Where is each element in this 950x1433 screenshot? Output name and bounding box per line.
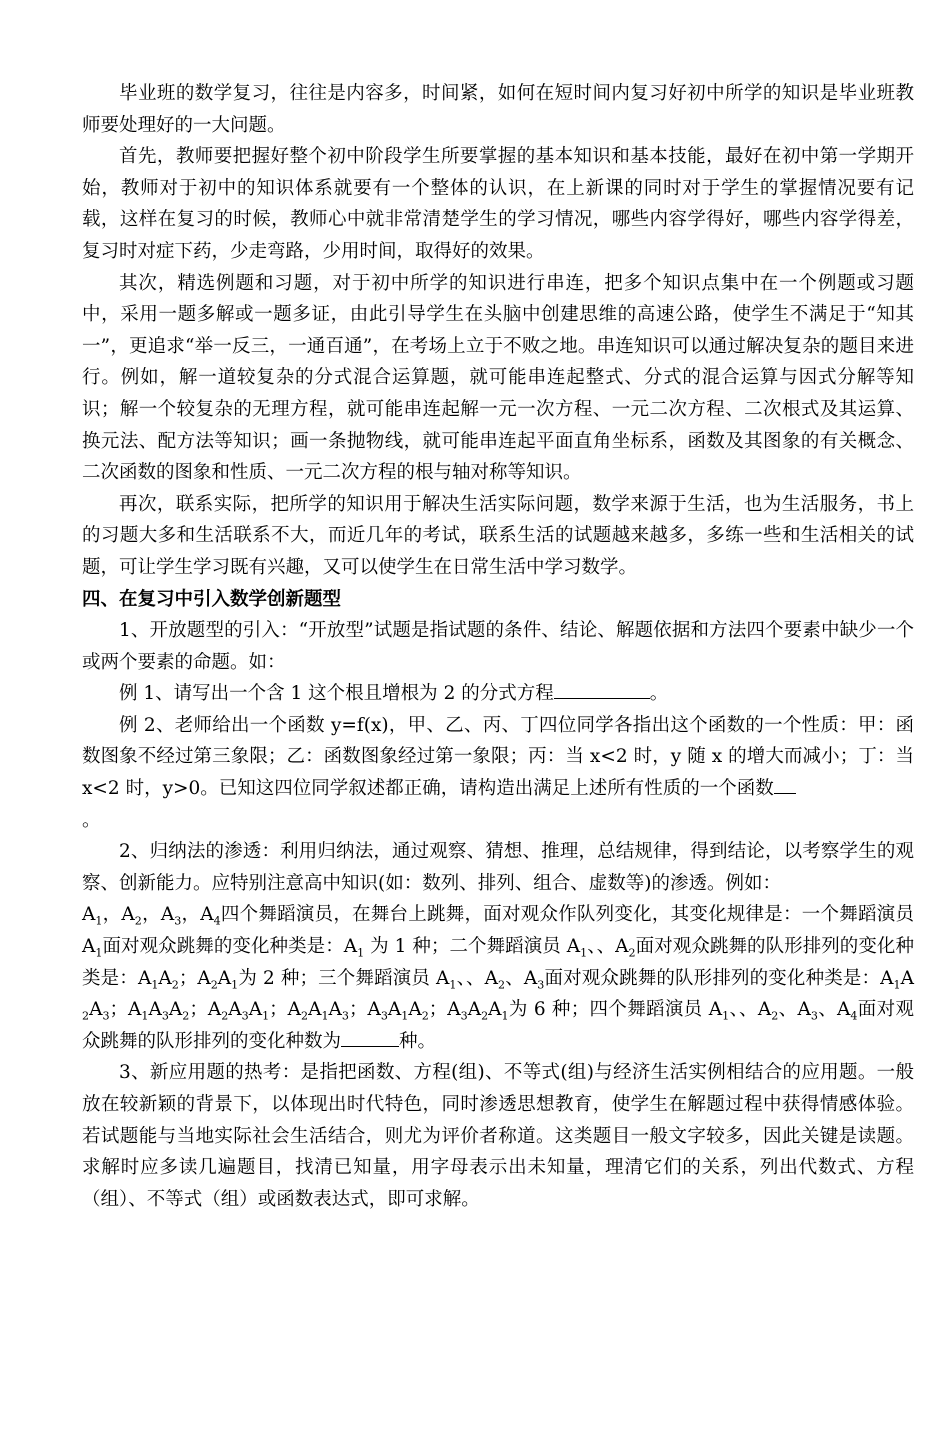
three-arrangements: $A_1A_2A_3$；$A_1A_3A_2$；$A_2A_3A_1$；$A_2A_1A_3$；$A_3A_1A_2$；$A_3A_2A_1$ [82,967,914,1023]
example-1-end: 。 [649,683,669,705]
one-arrangement: $A_1$ [343,936,365,960]
induction-text-f: 为 2 种；三个舞蹈演员 [238,967,437,989]
dancers-three: $A_1$、、$A_2$、$A_3$ [436,967,545,992]
document-body [82,78,914,1215]
induction-text-d: 为 1 种；二个舞蹈演员 [364,936,567,958]
induction-text-e: 面对观众跳舞的队形排列的变化种类是： [82,936,914,989]
example-1-text: 例 1、请写出一个含 1 这个根且增根为 2 的分式方程 [119,683,554,705]
section-open-questions: 1、开放题型的引入：“开放型”试题是指试题的条件、结论、解题依据和方法四个要素中缺少一个或两个要素的命题。如： [82,620,914,673]
answer-blank [774,775,796,795]
two-arrangements: $A_1A_2$；$A_2A_1$ [137,967,239,992]
paragraph-intro: 毕业班的数学复习，往往是内容多，时间紧，如何在短时间内复习好初中所学的知识是毕业班教师要处理好的一大问题。 [82,83,914,136]
paragraph-second: 其次，精选例题和习题，对于初中所学的知识进行串连，把多个知识点集中在一个例题或习题中，采用一题多解或一题多证，由此引导学生在头脑中创建思维的高速公路，使学生不满足于“知其一”，更追求“举一反三，一通百通”，在考场上立于不败之地。串连知识可以通过解决复杂的题目来进行。例如，解一道较复杂的分式混合运算题，就可能串连起整式、分式的混合运算与因式分解等知识；解一个较复杂的无理方程，就可能串连起解一元一次方程、一元二次方程、二次根式及其运算、换元法、配方法等知识；画一条抛物线，就可能串连起平面直角坐标系，函数及其图象的有关概念、二次函数的图象和性质、一元二次方程的根与轴对称等知识。 [82,272,914,484]
paragraph-third: 再次，联系实际，把所学的知识用于解决生活实际问题，数学来源于生活，也为生活服务，书上的习题大多和生活联系不大，而近几年的考试，联系生活的试题越来越多，多练一些和生活相关的试题，可让学生学习既有兴趣，又可以使学生在日常生活中学习数学。 [82,493,914,578]
section-applied-problems: 3、新应用题的热考：是指把函数、方程(组)、不等式(组)与经济生活实例相结合的应用题。一般放在较新颖的背景下，以体现出时代特色，同时渗透思想教育，使学生在解题过程中获得情感体验。若试题能与当地实际社会生活结合，则尤为评价者称道。这类题目一般文字较多，因此关键是读题。求解时应多读几遍题目，找清已知量，用字母表示出未知量，理清它们的关系，列出代数式、方程（组）、不等式（组）或函数表达式，即可求解。 [82,1062,914,1210]
induction-text-j: 种。 [399,1030,437,1052]
example-2 [82,710,914,836]
section-heading: 四、在复习中引入数学创新题型 [82,588,342,610]
induction-text-i: 面对观众跳舞的队形排列的变化种数为 [82,999,914,1052]
example-1 [82,678,914,710]
paragraph-first: 首先，教师要把握好整个初中阶段学生所要掌握的基本知识和基本技能，最好在初中第一学期开始，教师对于初中的知识体系就要有一个整体的认识，在上新课的同时对于学生的掌握情况要有记载，这样在复习的时候，教师心中就非常清楚学生的学习情况，哪些内容学得好，哪些内容学得差，复习时对症下药，少走弯路，少用时间，取得好的效果。 [82,146,914,262]
induction-text-g: 面对观众跳舞的队形排列的变化种类是： [544,967,881,989]
induction-text-h: 为 6 种；四个舞蹈演员 [508,999,709,1021]
induction-text-intro: 2、归纳法的渗透：利用归纳法，通过观察、猜想、推理，总结规律，得到结论，以考察学生的观察、创新能力。应特别注意高中知识(如：数列、排列、组合、虚数等)的渗透。例如： [82,841,914,894]
section-induction [82,836,914,1057]
example-2-end: 。 [82,809,101,831]
dancers-four: $A_1$、、$A_2$、$A_3$、$A_4$ [708,999,858,1023]
answer-blank [341,1027,399,1047]
dancer-list: $A_1$，$A_2$，$A_3$，$A_4$ [82,904,221,929]
dancer-one: $A_1$ [82,936,103,960]
dancers-two: $A_1$、、$A_2$ [566,936,636,960]
induction-text-c: 面对观众跳舞的变化种类是： [102,936,344,958]
example-2-text: 例 2、老师给出一个函数 y=f(x)，甲、乙、丙、丁四位同学各指出这个函数的一个性质：甲：函数图象不经过第三象限；乙：函数图象经过第一象限；丙：当 x<2 时，y 随 x 的增大而减小；丁：当 x<2 时，y>0。已知这四位同学叙述都正确，请构造出满足上述所有性质的一个函数 [82,714,914,800]
answer-blank [554,680,650,700]
induction-text-b: 四个舞蹈演员，在舞台上跳舞，面对观众作队列变化，其变化规律是：一个舞蹈演员 [220,904,914,926]
